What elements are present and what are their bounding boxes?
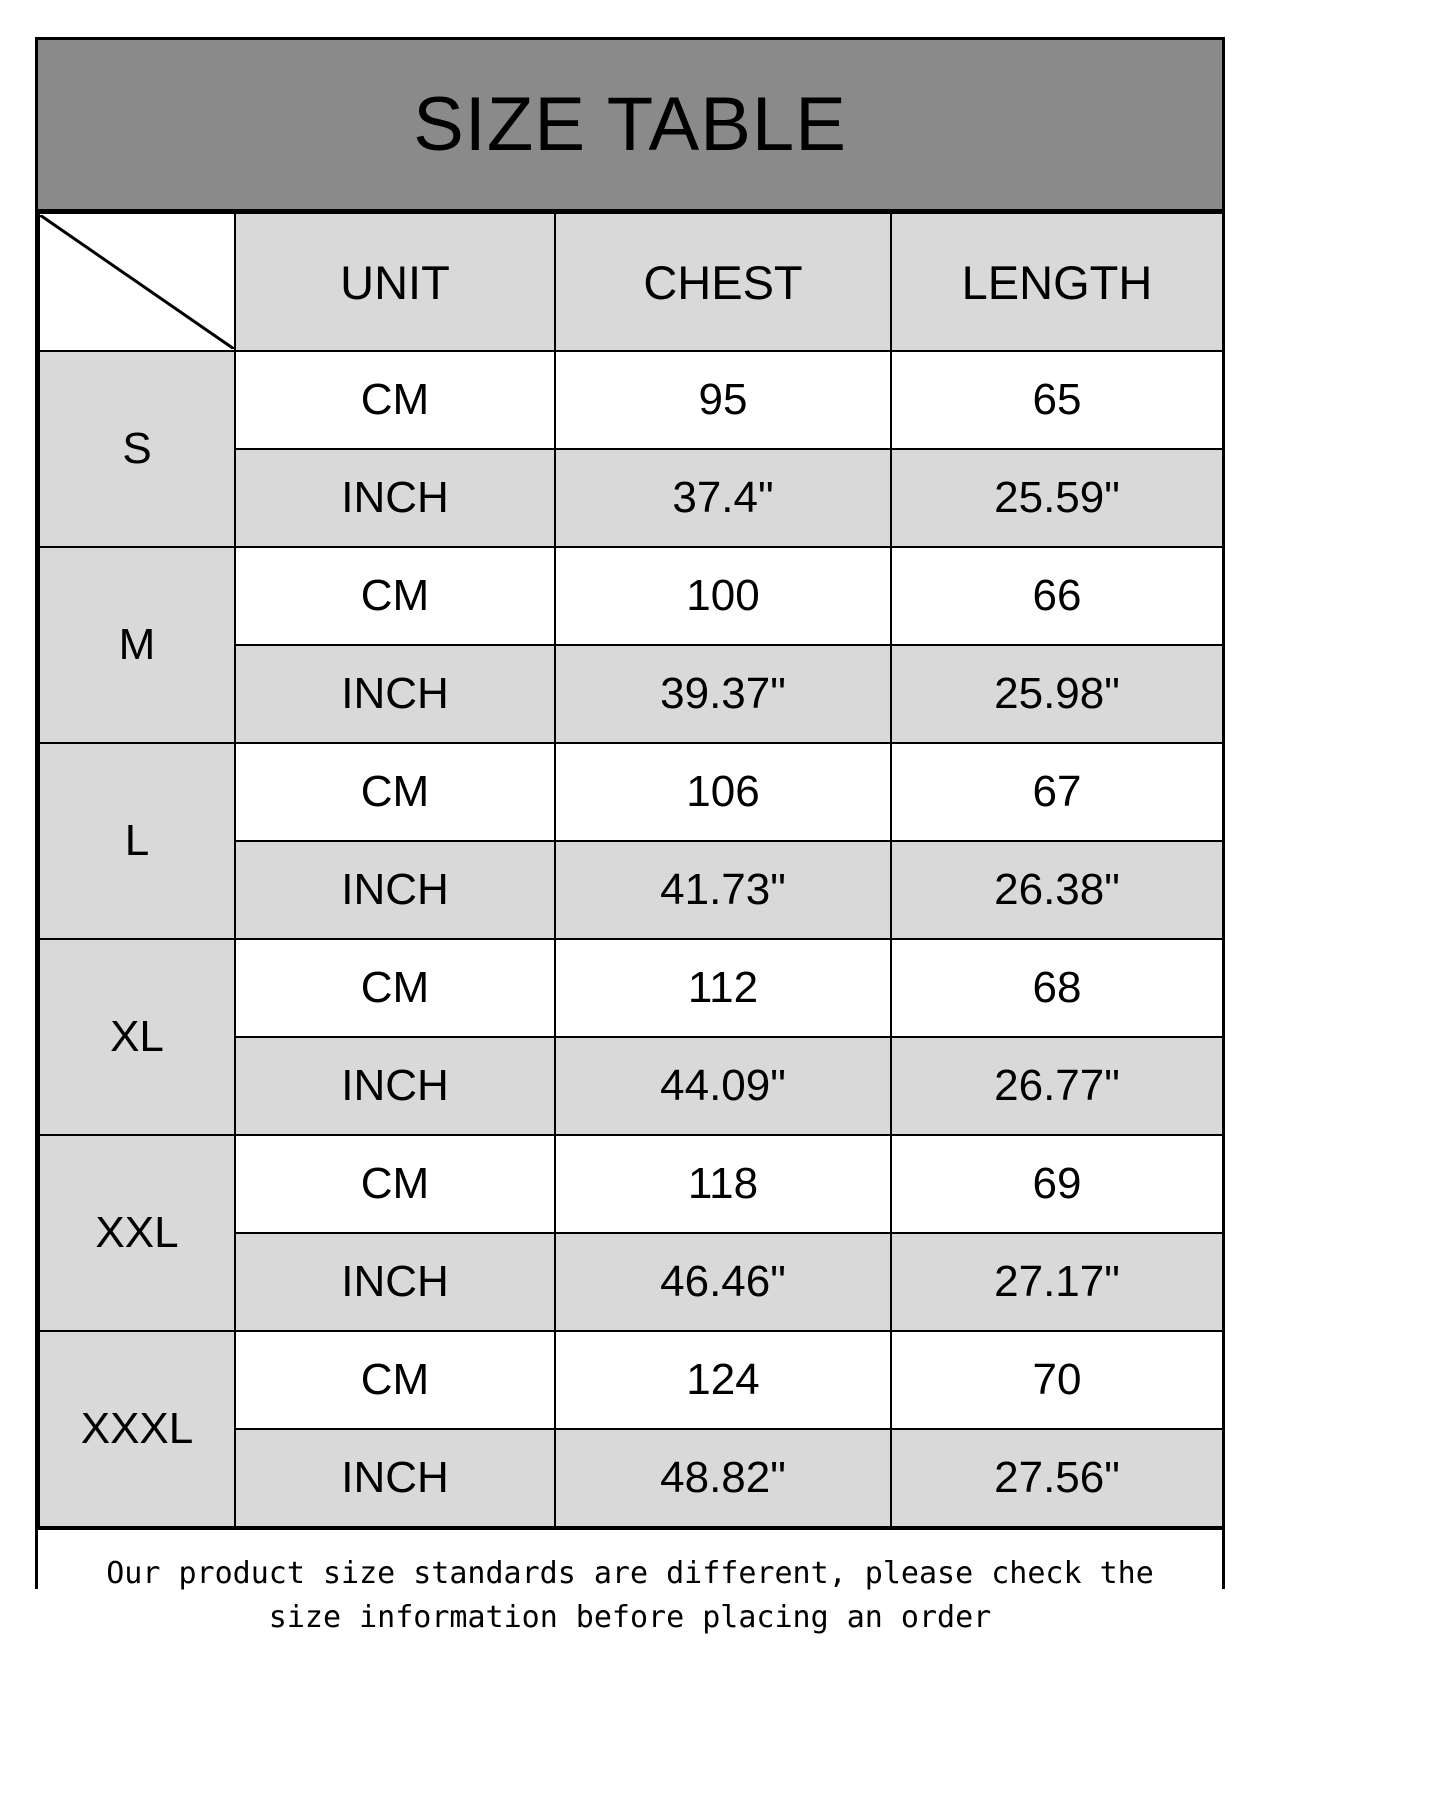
size-label-m: M [39, 547, 235, 743]
page-title: SIZE TABLE [413, 82, 847, 167]
size-label-s: S [39, 351, 235, 547]
size-label-xxl: XXL [39, 1135, 235, 1331]
chest-cm-m: 100 [555, 547, 891, 645]
chest-cm-xl: 112 [555, 939, 891, 1037]
column-header-length: LENGTH [891, 213, 1223, 351]
length-cm-l: 67 [891, 743, 1223, 841]
size-table [38, 212, 1224, 1528]
chest-cm-xxxl: 124 [555, 1331, 891, 1429]
length-inch-xxxl: 27.56" [891, 1429, 1223, 1527]
unit-cm: CM [235, 939, 555, 1037]
length-cm-s: 65 [891, 351, 1223, 449]
length-inch-m: 25.98" [891, 645, 1223, 743]
chest-inch-s: 37.4" [555, 449, 891, 547]
column-header-unit: UNIT [235, 213, 555, 351]
length-cm-xxxl: 70 [891, 1331, 1223, 1429]
chest-cm-s: 95 [555, 351, 891, 449]
column-header-chest: CHEST [555, 213, 891, 351]
size-label-l: L [39, 743, 235, 939]
length-inch-s: 25.59" [891, 449, 1223, 547]
diagonal-line-icon [40, 215, 234, 349]
table-row [39, 743, 1223, 841]
table-row [39, 939, 1223, 1037]
chest-inch-xl: 44.09" [555, 1037, 891, 1135]
size-table-frame [35, 37, 1225, 1635]
chest-inch-xxl: 46.46" [555, 1233, 891, 1331]
table-row [39, 351, 1223, 449]
unit-cm: CM [235, 743, 555, 841]
unit-inch: INCH [235, 1037, 555, 1135]
table-row [39, 1135, 1223, 1233]
chest-cm-xxl: 118 [555, 1135, 891, 1233]
unit-inch: INCH [235, 1429, 555, 1527]
size-label-xl: XL [39, 939, 235, 1135]
table-row [39, 1331, 1223, 1429]
size-standards-note: Our product size standards are different, please check the size information before placing an order [106, 1556, 1154, 1635]
unit-inch: INCH [235, 645, 555, 743]
unit-cm: CM [235, 547, 555, 645]
length-cm-m: 66 [891, 547, 1223, 645]
corner-diagonal-cell [39, 213, 235, 351]
chest-inch-m: 39.37" [555, 645, 891, 743]
unit-cm: CM [235, 1135, 555, 1233]
unit-inch: INCH [235, 841, 555, 939]
unit-cm: CM [235, 1331, 555, 1429]
chest-inch-l: 41.73" [555, 841, 891, 939]
unit-cm: CM [235, 351, 555, 449]
unit-inch: INCH [235, 1233, 555, 1331]
length-inch-xl: 26.77" [891, 1037, 1223, 1135]
note-section [38, 1528, 1222, 1691]
length-cm-xxl: 69 [891, 1135, 1223, 1233]
title-bar [38, 40, 1222, 212]
length-inch-l: 26.38" [891, 841, 1223, 939]
size-label-xxxl: XXXL [39, 1331, 235, 1527]
chest-cm-l: 106 [555, 743, 891, 841]
chest-inch-xxxl: 48.82" [555, 1429, 891, 1527]
table-header-row [39, 213, 1223, 351]
unit-inch: INCH [235, 449, 555, 547]
table-row [39, 547, 1223, 645]
length-cm-xl: 68 [891, 939, 1223, 1037]
length-inch-xxl: 27.17" [891, 1233, 1223, 1331]
